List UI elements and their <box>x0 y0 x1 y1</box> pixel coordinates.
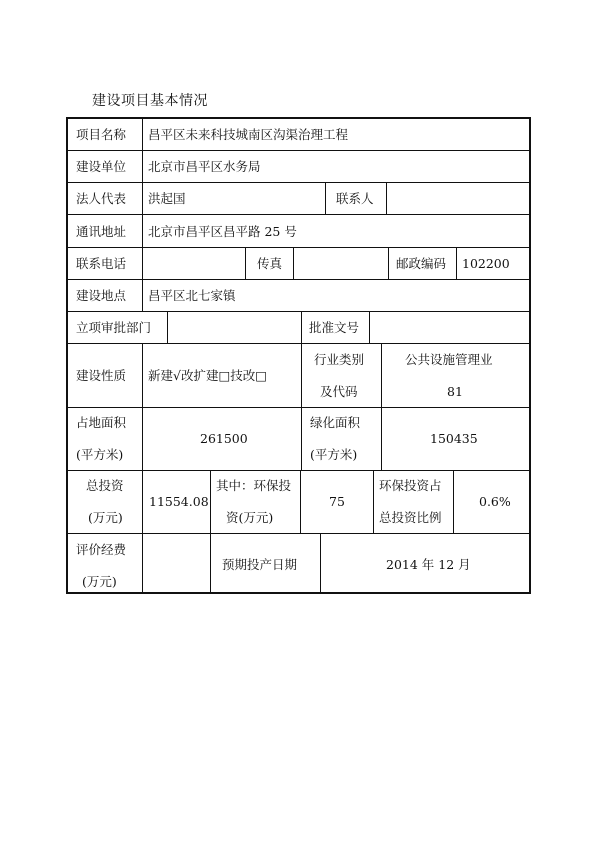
col-divider <box>245 247 246 280</box>
col-divider <box>453 470 454 533</box>
land-area-label-line1: 占地面积 <box>76 415 127 430</box>
env-ratio-label-line1: 环保投资占 <box>379 478 442 493</box>
approval-dept-label: 立项审批部门 <box>76 320 152 335</box>
eval-cost-label-line2: (万元) <box>82 574 117 589</box>
row-divider <box>68 279 529 280</box>
env-investment-value: 75 <box>329 494 345 509</box>
project-name-label: 项目名称 <box>76 127 127 142</box>
env-ratio-label-line2: 总投资比例 <box>379 510 442 525</box>
expected-date-label: 预期投产日期 <box>222 557 298 572</box>
postcode-label: 邮政编码 <box>396 256 447 271</box>
location-value: 昌平区北七家镇 <box>148 288 236 303</box>
col-divider <box>388 247 389 280</box>
address-value: 北京市昌平区昌平路 25 号 <box>148 224 297 239</box>
industry-value-line2: 81 <box>447 384 463 399</box>
total-investment-label-line2: (万元) <box>88 510 123 525</box>
row-divider <box>68 247 529 248</box>
page-title: 建设项目基本情况 <box>92 93 208 109</box>
legal-rep-label: 法人代表 <box>76 191 127 206</box>
industry-label-line1: 行业类别 <box>314 352 365 367</box>
row-divider <box>68 182 529 183</box>
row-divider <box>68 407 529 408</box>
green-area-label-line2: (平方米) <box>310 447 358 462</box>
col-divider <box>167 311 168 344</box>
col-divider <box>210 470 211 533</box>
construction-unit-value: 北京市昌平区水务局 <box>148 159 261 174</box>
col-divider <box>293 247 294 280</box>
col-divider <box>325 182 326 215</box>
col-divider <box>142 119 143 311</box>
col-divider <box>456 247 457 280</box>
col-divider <box>301 311 302 470</box>
phone-label: 联系电话 <box>76 256 127 271</box>
land-area-value: 261500 <box>200 431 248 446</box>
project-name-value: 昌平区未来科技城南区沟渠治理工程 <box>148 127 349 142</box>
total-investment-label-line1: 总投资 <box>86 478 124 493</box>
industry-value-line1: 公共设施管理业 <box>405 352 493 367</box>
industry-label-line2: 及代码 <box>320 384 358 399</box>
row-divider <box>68 311 529 312</box>
col-divider <box>369 311 370 344</box>
eval-cost-label-line1: 评价经费 <box>76 542 127 557</box>
project-info-table <box>66 117 531 594</box>
total-investment-value: 11554.08 <box>149 494 209 509</box>
col-divider <box>142 343 143 592</box>
col-divider <box>373 470 374 533</box>
row-divider <box>68 470 529 471</box>
col-divider <box>381 343 382 470</box>
nature-label: 建设性质 <box>76 368 127 383</box>
env-investment-label-line1: 其中：环保投 <box>216 478 292 493</box>
location-label: 建设地点 <box>76 288 127 303</box>
land-area-label-line2: (平方米) <box>76 447 124 462</box>
expected-date-value: 2014 年 12 月 <box>386 557 471 572</box>
env-ratio-value: 0.6% <box>479 494 511 509</box>
address-label: 通讯地址 <box>76 224 127 239</box>
approval-no-label: 批准文号 <box>309 320 360 335</box>
col-divider <box>210 533 211 592</box>
legal-rep-value: 洪起国 <box>148 191 186 206</box>
fax-label: 传真 <box>257 256 283 271</box>
postcode-value: 102200 <box>462 256 510 271</box>
green-area-label-line1: 绿化面积 <box>310 415 361 430</box>
row-divider <box>68 343 529 344</box>
row-divider <box>68 533 529 534</box>
contact-person-label: 联系人 <box>336 191 374 206</box>
col-divider <box>386 182 387 215</box>
row-divider <box>68 150 529 151</box>
green-area-value: 150435 <box>430 431 478 446</box>
construction-unit-label: 建设单位 <box>76 159 127 174</box>
col-divider <box>320 533 321 592</box>
nature-value: 新建√改扩建□技改□ <box>148 368 268 383</box>
env-investment-label-line2: 资(万元) <box>226 510 274 525</box>
row-divider <box>68 214 529 215</box>
col-divider <box>300 470 301 533</box>
